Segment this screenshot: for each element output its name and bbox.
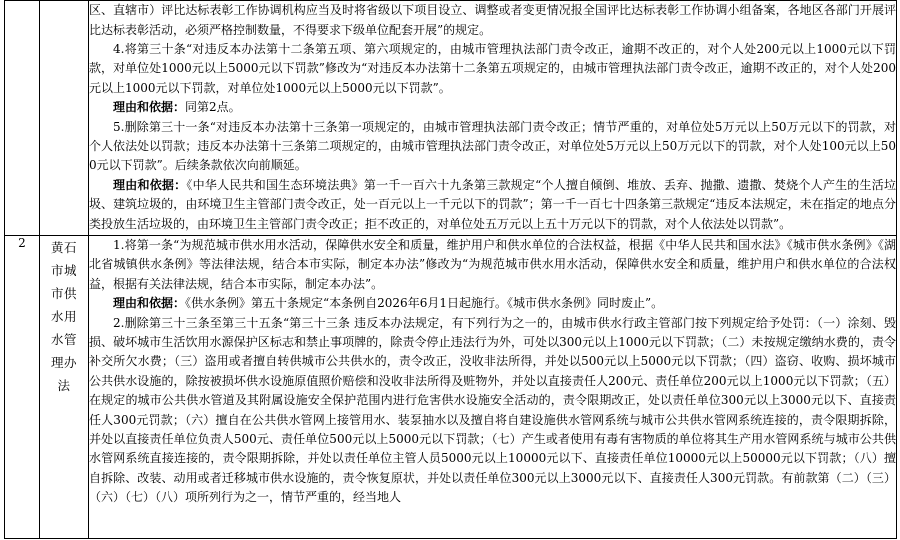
table-row xyxy=(5,1,897,236)
reason-label: 理由和依据： xyxy=(113,177,187,192)
reason-paragraph: 理由和依据：《中华人民共和国生态环境法典》第一千一百六十九条第三款规定“个人擅自倾倒、堆放、丢弃、抛撒、遗撒、焚烧个人产生的生活垃圾、建筑垃圾的，由环境卫生主管部门责令改正，处一百元以上一千元以下的罚款”；第一千一百七十四条第三款规定“违反本法规定，未在指定的地点分类投放生活垃圾的，由环境卫生主管部门责令改正；拒不改正的，对单位处五万元以上五十万元以下的罚款，对个人依法处以罚款”。 xyxy=(89,177,896,231)
regulation-name-cell: 黄石市城市供水用水管理办法 xyxy=(40,236,89,539)
row-number-cell: 2 xyxy=(5,236,40,539)
paragraph: 2.删除第三十三条至第三十五条“第三十三条 违反本办法规定，有下列行为之一的，由城市供水行政主管部门按下列规定给予处罚：（一）涂刻、毁损、破坏城市生活饮用水源保护区标志和禁止事项牌的，除责令停止违法行为外，可处以300元以上1000元以下罚款；（二）未按规定缴纳水费的，责令补交所欠水费；（三）盗用或者擅自转供城市公共供水的，责令改正，没收非法所得，并处以500元以上5000元以下罚款；（四）盗窃、收购、损坏城市公共供水设施的，除按被损坏供水设施原值照价赔偿和没收非法所得及赃物外，并处以直接责任人200元、责任单位200元以上1000元以下罚款；（五）在规定的城市公共供水管道及其附属设施安全保护范围内进行危害供水设施安全活动的，责令限期改正，处以责任单位300元以上3000元以下、直接责任人300元罚款；（六）擅自在公共供水管网上接管用水、装泵抽水以及擅自将自建设施供水管网系统与城市公共供水管网系统连接的，责令限期拆除，并处以直接责任单位负责人500元、责任单位500元以上5000元以下罚款；（七）产生或者使用有毒有害物质的单位将其生产用水管网系统与城市公共供水管网系统直接连接的，责令限期拆除，并处以责任单位主管人员5000元以上10000元以下、直接责任单位10000元以上50000元以下罚款；（八）擅自拆除、改装、动用或者迁移城市供水设施的，责令恢复原状，并处以责任单位300元以上3000元以下、直接责任人300元罚款。有前款第（二）（三）（六）（七）（八）项所列行为之一，情节严重的，经当地人 xyxy=(89,315,896,505)
revision-content-cell xyxy=(89,1,897,236)
revision-table xyxy=(4,0,897,539)
reason-paragraph: 理由和依据：同第2点。 xyxy=(113,100,241,115)
row-number-cell xyxy=(5,1,40,236)
table-row xyxy=(5,236,897,539)
paragraph: 1.将第一条“为规范城市供水用水活动，保障供水安全和质量，维护用户和供水单位的合法权益，根据《中华人民共和国水法》《城市供水条例》《湖北省城镇供水条例》等法律法规，结合本市实际，制定本办法”修改为“为规范城市供水用水活动，保障供水安全和质量，维护用户和供水单位的合法权益，根据有关法律法规，结合本市实际，制定本办法”。 xyxy=(89,238,896,291)
reason-paragraph: 理由和依据：《供水条例》第五十条规定“本条例自2026年6月1日起施行。《城市供水条例》同时废止”。 xyxy=(113,296,664,311)
regulation-name-cell xyxy=(40,1,89,236)
paragraph: 区、直辖市）评比达标表彰工作协调机构应当及时将省级以下项目设立、调整或者变更情况报全国评比达标表彰工作协调小组备案，各地区各部门开展评比达标表彰活动，必须严格控制数量，不得要求下级单位配套开展”的规定。 xyxy=(89,3,896,37)
reason-label: 理由和依据： xyxy=(113,100,186,115)
revision-content-cell xyxy=(89,236,897,539)
reason-label: 理由和依据： xyxy=(113,296,186,311)
paragraph: 4.将第三十条“对违反本办法第十二条第五项、第六项规定的，由城市管理执法部门责令改正，逾期不改正的，对个人处200元以上1000元以下罚款，对单位处1000元以上5000元以下罚款”修改为“对违反本办法第十二条第五项规定的，由城市管理执法部门责令改正，逾期不改正的，对个人处200元以上1000元以下罚款，对单位处1000元以上5000元以下罚款”。 xyxy=(89,41,896,95)
paragraph: 5.删除第三十一条“对违反本办法第十三条第一项规定的，由城市管理执法部门责令改正；情节严重的，对单位处5万元以上50万元以下的罚款，对个人依法处以罚款；违反本办法第十三条第二项规定的，由城市管理执法部门责令改正，对单位处5万元以上50万元以下的罚款，对个人处100元以上500元以下罚款”。后续条款依次向前顺延。 xyxy=(89,119,896,173)
